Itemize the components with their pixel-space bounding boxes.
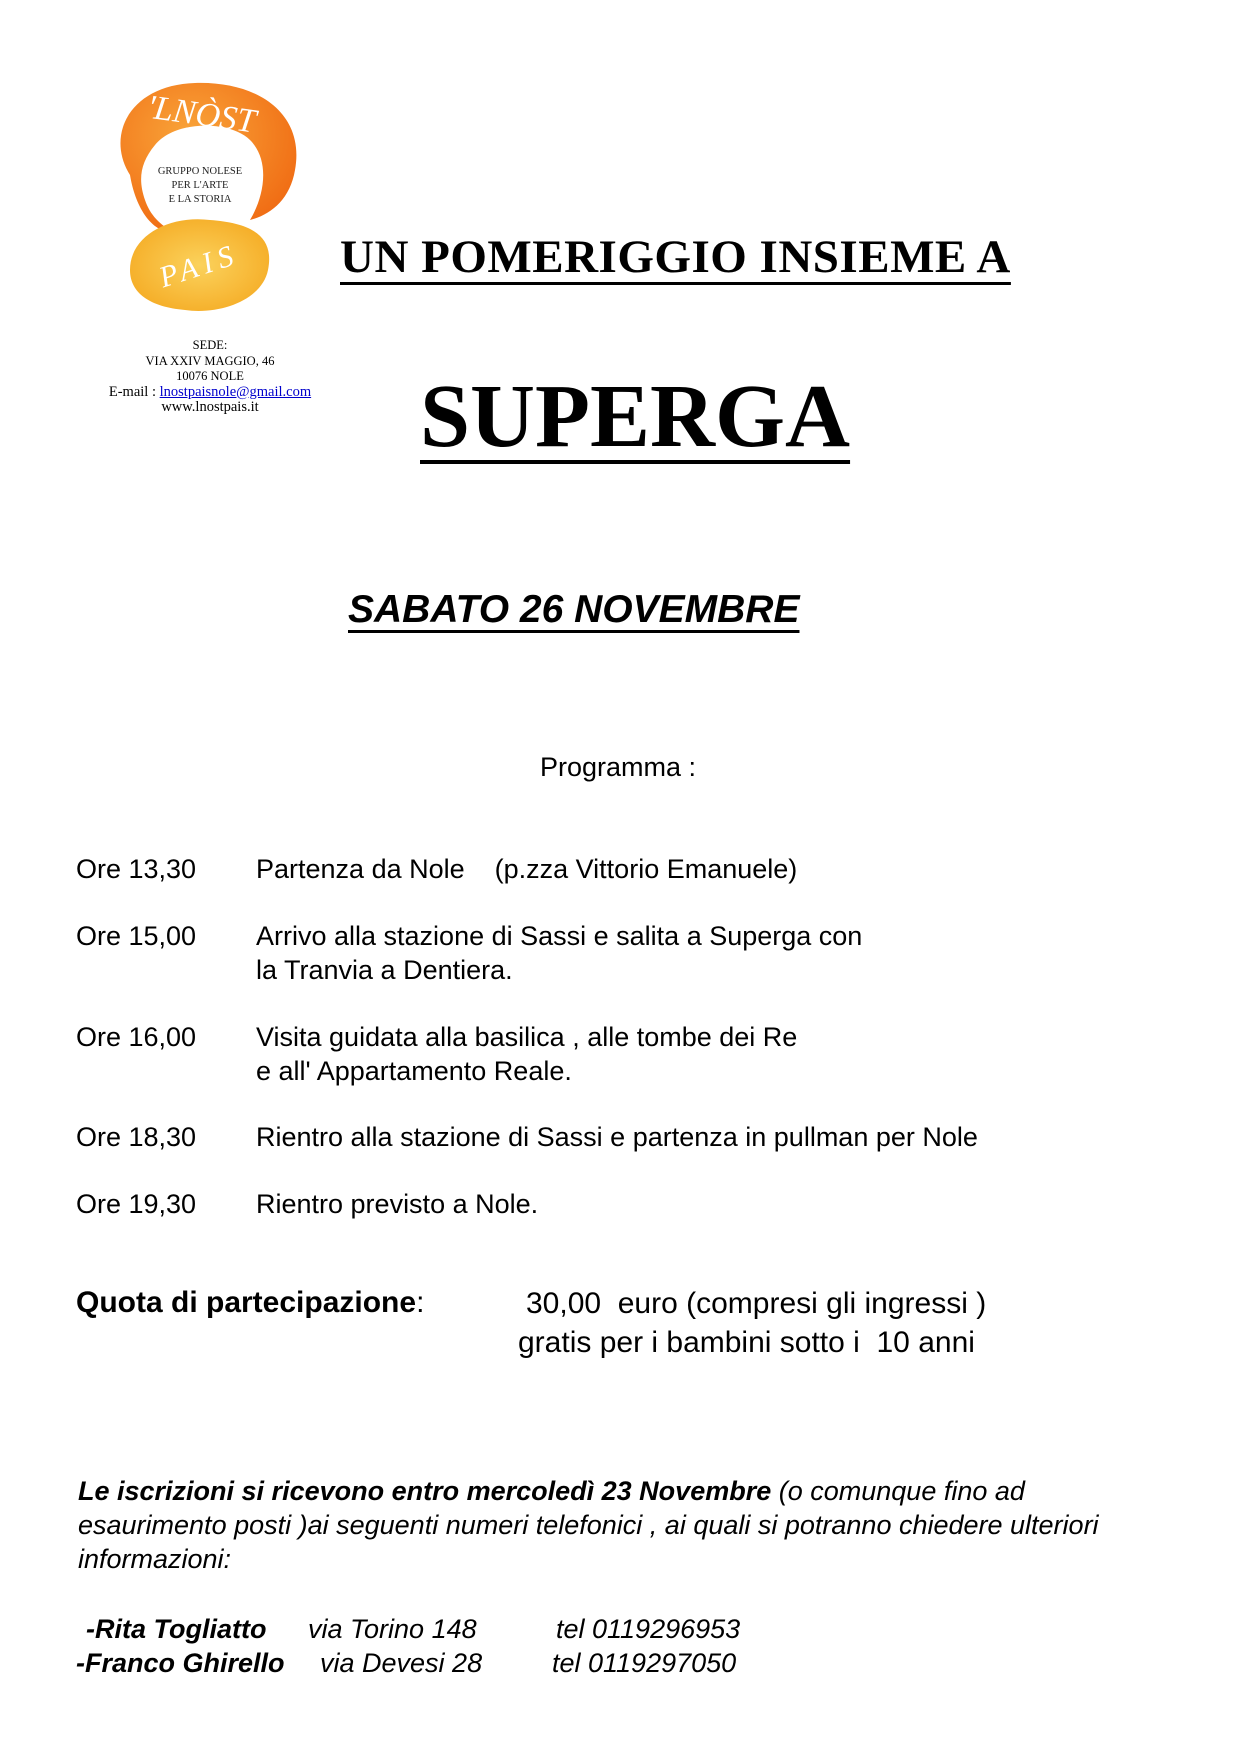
- schedule-time: Ore 19,30: [76, 1189, 197, 1219]
- sede-label: SEDE:: [192, 338, 228, 352]
- quota-colon: :: [416, 1286, 425, 1319]
- contact-address: via Devesi 28: [320, 1648, 483, 1678]
- schedule-desc-line: e all' Appartamento Reale.: [256, 1056, 572, 1086]
- email-link[interactable]: lnostpaisnole@gmail.com: [159, 383, 312, 400]
- website[interactable]: www.lnostpais.it: [161, 399, 259, 415]
- logo-line-3: E LA STORIA: [168, 194, 232, 205]
- iscrizioni-paragraph: [78, 1474, 1178, 1576]
- contact-name: -Franco Ghirello: [76, 1648, 285, 1678]
- email-label: E-mail :: [108, 383, 160, 400]
- contact-row: [86, 1614, 846, 1648]
- quota-price: 30,00 euro (compresi gli ingressi ): [526, 1287, 987, 1320]
- schedule-desc: [256, 1020, 797, 1088]
- iscrizioni-rest: (o comunque fino ad esaurimento posti )ai seguenti numeri telefonici , ai quali si potranno chiedere ulteriori informazioni:: [78, 1476, 1099, 1574]
- logo-line-2: PER L'ARTE: [171, 180, 229, 191]
- quota-label-text: Quota di partecipazione: [76, 1286, 417, 1319]
- sede-street: VIA XXIV MAGGIO, 46: [145, 353, 275, 368]
- contact-tel[interactable]: tel 0119297050: [552, 1648, 737, 1678]
- contact-row: [76, 1648, 846, 1682]
- schedule-time: Ore 16,00: [76, 1022, 197, 1052]
- contact-tel[interactable]: tel 0119296953: [556, 1614, 741, 1644]
- logo-bottom-text: PAIS: [155, 237, 244, 295]
- schedule-time: Ore 13,30: [76, 854, 197, 884]
- schedule-desc: [256, 919, 862, 987]
- schedule-desc: [256, 1187, 538, 1221]
- contact-address: via Torino 148: [308, 1614, 477, 1644]
- schedule-desc: [256, 852, 797, 886]
- title-line-1: UN POMERIGGIO INSIEME A: [340, 231, 1011, 283]
- schedule-desc-line: Partenza da Nole (p.zza Vittorio Emanuele): [256, 854, 798, 884]
- iscrizioni-bold: Le iscrizioni si ricevono entro mercoledì 23 Novembre: [78, 1476, 772, 1506]
- sede-block: [60, 338, 360, 416]
- event-date: SABATO 26 NOVEMBRE: [348, 588, 800, 631]
- quota-value: [518, 1284, 987, 1362]
- logo-line-1: GRUPPO NOLESE: [157, 166, 243, 177]
- schedule-desc-line: la Tranvia a Dentiera.: [256, 955, 513, 985]
- quota-label: [76, 1286, 424, 1320]
- schedule-desc-line: Visita guidata alla basilica , alle tombe dei Re: [256, 1022, 798, 1052]
- schedule-desc: [256, 1120, 978, 1154]
- title-superga: SUPERGA: [420, 367, 851, 466]
- programma-heading: Programma :: [540, 752, 697, 782]
- contact-name: -Rita Togliatto: [86, 1614, 267, 1644]
- logo-top-text: 'LNÒST: [144, 88, 259, 141]
- schedule-time: Ore 15,00: [76, 921, 197, 951]
- sede-city: 10076 NOLE: [176, 369, 244, 383]
- schedule-desc-line: Arrivo alla stazione di Sassi e salita a Superga con: [256, 921, 863, 951]
- lnost-pais-logo: [90, 75, 310, 315]
- schedule-desc-line: Rientro previsto a Nole.: [256, 1189, 539, 1219]
- sede-email-line: [60, 385, 360, 401]
- schedule-desc-line: Rientro alla stazione di Sassi e partenza in pullman per Nole: [256, 1122, 978, 1152]
- quota-children: gratis per i bambini sotto i 10 anni: [518, 1326, 975, 1359]
- schedule-time: Ore 18,30: [76, 1122, 197, 1152]
